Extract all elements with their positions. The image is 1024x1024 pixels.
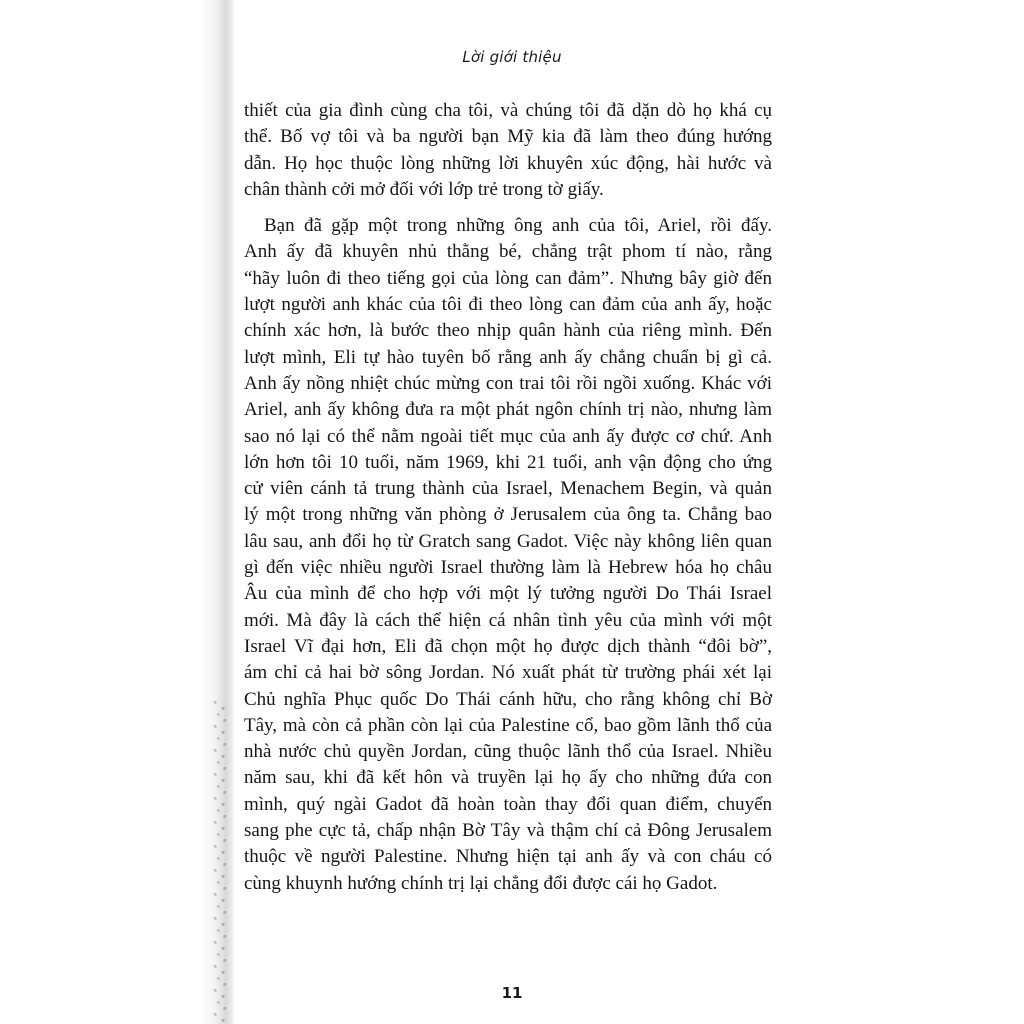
page-number: 11	[501, 984, 523, 1002]
text-line: Chủ nghĩa Phục quốc Do Thái cánh hữu, cho rằng không chỉ Bờ	[244, 688, 772, 710]
text-line: Tây, mà còn cả phần còn lại của Palestine cổ, bao gồm lãnh thổ của	[244, 714, 772, 736]
running-head: Lời giới thiệu	[462, 48, 562, 66]
text-line: dẫn. Họ học thuộc lòng những lời khuyên xúc động, hài hước và	[244, 152, 772, 174]
text-line: thuộc về người Palestine. Nhưng hiện tại anh ấy và con cháu có	[244, 846, 772, 868]
spine-shadow	[0, 0, 235, 1024]
text-line: chân thành cởi mở đối với lớp trẻ trong tờ giấy.	[244, 178, 604, 200]
text-line: nhà nước chủ quyền Jordan, cũng thuộc lãnh thổ của Israel. Nhiều	[244, 741, 772, 763]
text-line: lượt mình, Eli tự hào tuyên bố rằng anh ấy chẳng chuẩn bị gì cả.	[244, 346, 772, 368]
text-line: chính xác hơn, là bước theo nhịp quân hành của riêng mình. Đến	[244, 320, 772, 342]
scan-speckle	[212, 700, 228, 1024]
text-line: Bạn đã gặp một trong những ông anh của tôi, Ariel, rồi đấy.	[264, 215, 772, 237]
text-line: “hãy luôn đi theo tiếng gọi của lòng can đảm”. Nhưng bây giờ đến	[244, 267, 772, 289]
text-line: gì đến việc nhiều người Israel thường làm là Hebrew hóa họ châu	[244, 557, 772, 579]
text-line: cử viên cánh tả trung thành của Israel, Menachem Begin, và quản	[244, 478, 772, 500]
text-line: cùng khuynh hướng chính trị lại chẳng đổi được cái họ Gadot.	[244, 872, 718, 894]
text-line: lớn hơn tôi 10 tuổi, năm 1969, khi 21 tuổi, anh vận động cho ứng	[244, 451, 772, 473]
text-line: sang phe cực tả, chấp nhận Bờ Tây và thậm chí cả Đông Jerusalem	[244, 820, 772, 842]
paragraph	[244, 98, 772, 203]
text-line: lâu sau, anh đổi họ từ Gratch sang Gadot. Việc này không liên quan	[244, 530, 772, 552]
text-line: lượt người anh khác của tôi đi theo lòng can đảm của anh ấy, hoặc	[244, 294, 772, 316]
text-line: mình, quý ngài Gadot đã hoàn toàn thay đổi quan điểm, chuyển	[244, 793, 772, 815]
text-line: lý một trong những văn phòng ở Jerusalem của ông ta. Chẳng bao	[244, 504, 772, 526]
text-line: Anh ấy đã khuyên nhủ thằng bé, chẳng trật phom tí nào, rằng	[244, 241, 772, 263]
text-line: thể. Bố vợ tôi và ba người bạn Mỹ kia đã làm theo đúng hướng	[244, 126, 772, 148]
text-line: thiết của gia đình cùng cha tôi, và chúng tôi đã dặn dò họ khá cụ	[244, 100, 772, 121]
text-line: Anh ấy nồng nhiệt chúc mừng con trai tôi rồi ngồi xuống. Khác với	[244, 372, 772, 394]
text-line: ám chỉ cả hai bờ sông Jordan. Nó xuất phát từ trường phái xét lại	[244, 662, 772, 684]
text-line: Âu của mình để cho hợp với một lý tưởng người Do Thái Israel	[244, 583, 772, 605]
text-line: mới. Mà đây là cách thể hiện cá nhân tình yêu của mình với một	[244, 609, 772, 631]
body-text	[244, 98, 772, 897]
text-line: năm sau, khi đã kết hôn và truyền lại họ ấy cho những đứa con	[244, 767, 772, 789]
text-line: sao nó lại có thể nằm ngoài tiết mục của anh ấy được cơ chứ. Anh	[244, 425, 772, 447]
paragraph	[244, 213, 772, 897]
text-line: Ariel, anh ấy không đưa ra một phát ngôn chính trị nào, nhưng làm	[244, 399, 772, 421]
text-line: Israel Vĩ đại hơn, Eli đã chọn một họ được dịch thành “đôi bờ”,	[244, 635, 772, 657]
